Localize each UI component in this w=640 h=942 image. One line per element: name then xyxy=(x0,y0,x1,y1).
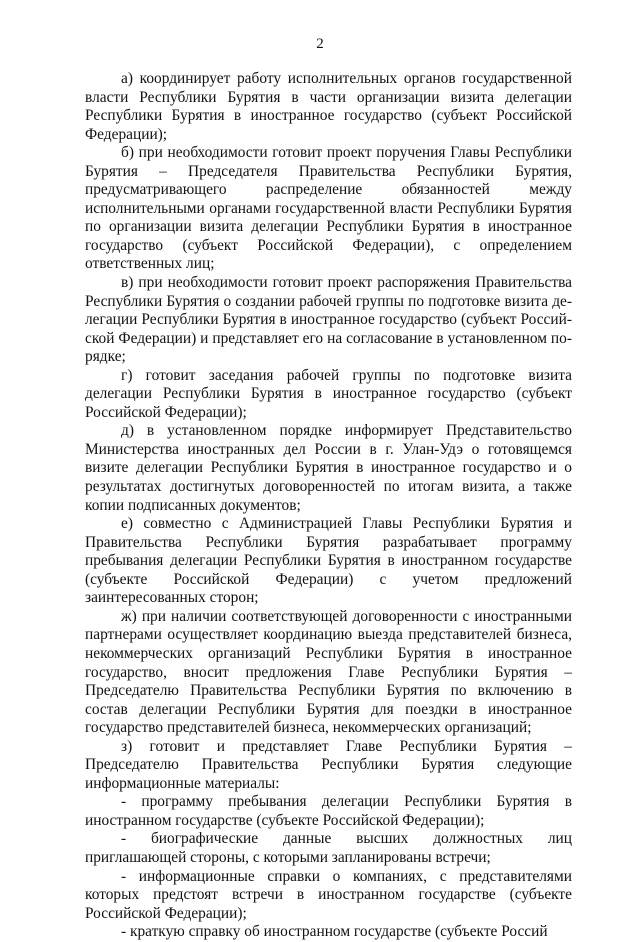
paragraph-z: з) готовит и представляет Главе Республики Бурятия – Председателю Правительства Республики Бурятия следующие информационные материалы: xyxy=(85,737,572,792)
list-item-biographies: - биографические данные высших должностных лиц приглашающей стороны, с которыми запланированы встречи; xyxy=(85,830,572,866)
paragraph-v: в) при необходимости готовит проект распоряжения Правительства Республики Бурятия о создании рабочей группы по подготовке визита делегации Республики Бурятия в иностранное государство (субъект Российской Федерации) и представляет его на согласование в установленном порядке; xyxy=(85,274,572,366)
paragraph-zh: ж) при наличии соответствующей договоренности с иностранными партнерами осуществляет координацию выезда представителей бизнеса, некоммерческих организаций Республики Бурятия в иностранное государство, вносит предложения Главе Республики Бурятия – Председателю Правительства Республики Бурятия по включению в состав делегации Республики Бурятия для поездки в иностранное государство представителей бизнеса, некоммерческих организаций; xyxy=(85,607,572,737)
page-number: 2 xyxy=(316,36,324,52)
list-item-company-info: - информационные справки о компаниях, с представителями которых предстоят встречи в иностранном государстве (субъекте Российской Федерации); xyxy=(85,867,572,922)
document-body xyxy=(85,70,572,942)
paragraph-b: б) при необходимости готовит проект поручения Главы Республики Бурятия – Председателя Правительства Республики Бурятия, предусматривающего распределение обязанностей между исполнительными органами государственной власти Республики Бурятия по организации визита делегации Республики Бурятия в иностранное государство (субъект Российской Федерации), с определением ответственных лиц; xyxy=(85,144,572,273)
paragraph-d: д) в установленном порядке информирует Представительство Министерства иностранных дел России в г. Улан-Удэ о готовящемся визите делегации Республики Бурятия в иностранное государство и о результатах достигнутых договоренностей по итогам визита, а также копии подписанных документов; xyxy=(85,422,572,514)
list-item-country-info: - краткую справку об иностранном государстве (субъекте Россий xyxy=(121,923,548,941)
paragraph-g: г) готовит заседания рабочей группы по подготовке визита делегации Республики Бурятия в иностранное государство (субъект Российской Федерации); xyxy=(85,366,572,421)
paragraph-e: е) совместно с Администрацией Главы Республики Бурятия и Правительства Республики Бурятия разрабатывает программу пребывания делегации Республики Бурятия в иностранном государстве (субъекте Российской Федерации) с учетом предложений заинтересованных сторон; xyxy=(85,515,572,607)
paragraph-a: а) координирует работу исполнительных органов государственной власти Республики Бурятия в части организации визита делегации Республики Бурятия в иностранное государство (субъект Российской Федерации); xyxy=(85,70,572,143)
list-item-program: - программу пребывания делегации Республики Бурятия в иностранном государстве (субъекте Российской Федерации); xyxy=(85,793,572,829)
